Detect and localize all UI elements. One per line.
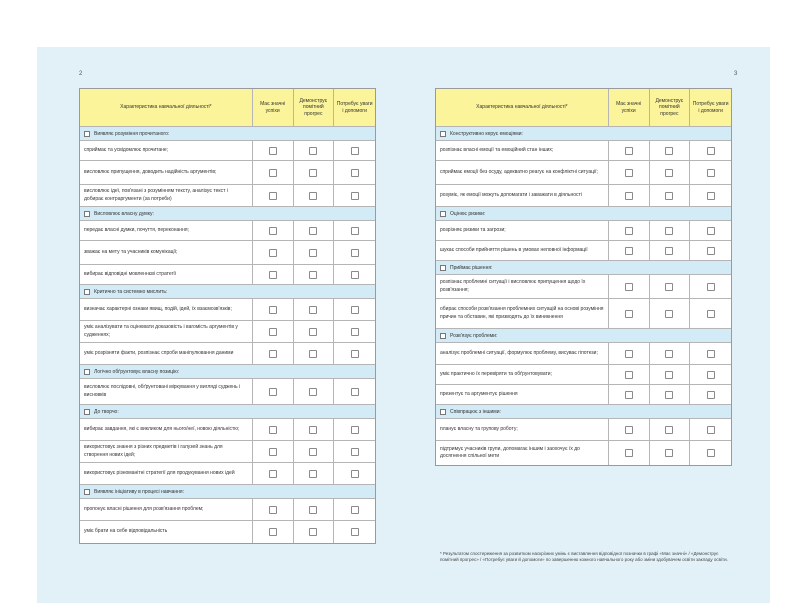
rating-cell [690, 441, 731, 465]
table-row [436, 299, 731, 329]
rating-checkbox[interactable] [665, 169, 673, 177]
criterion-text: розпізнає власні емоції та емоційний стан інших; [436, 141, 609, 160]
section-checkbox[interactable] [84, 409, 90, 415]
rating-checkbox[interactable] [269, 470, 277, 478]
criterion-text: розуміє, як емоції можуть допомагати і заважати в діяльності [436, 185, 609, 206]
rating-cell [609, 221, 650, 240]
criterion-text: зважає на мету та учасників комунікації; [80, 241, 253, 264]
rating-checkbox[interactable] [351, 388, 359, 396]
criterion-text: підтримує учасників групи, допомагає іншим і заохочує їх до досягнення спільної мети [436, 441, 609, 465]
section-title: Співпрацює з іншими: [450, 408, 501, 415]
rating-checkbox[interactable] [309, 388, 317, 396]
rating-checkbox[interactable] [665, 350, 673, 358]
rating-cell [334, 441, 375, 462]
rating-checkbox[interactable] [269, 249, 277, 257]
page-right [404, 47, 770, 603]
rating-cell [294, 343, 335, 364]
rating-checkbox[interactable] [351, 169, 359, 177]
rating-cell [609, 365, 650, 384]
rating-cell [253, 419, 294, 440]
table-row [80, 379, 375, 405]
rating-cell [609, 299, 650, 328]
rating-cell [294, 321, 335, 342]
section-checkbox[interactable] [440, 333, 446, 339]
rating-cell [334, 241, 375, 264]
rating-cell [650, 221, 691, 240]
rating-cell [609, 161, 650, 184]
section-header [436, 207, 731, 221]
rating-checkbox[interactable] [665, 310, 673, 318]
rating-checkbox[interactable] [665, 371, 673, 379]
rating-checkbox[interactable] [707, 227, 715, 235]
rating-cell [690, 161, 731, 184]
rating-checkbox[interactable] [309, 328, 317, 336]
criterion-text: уміє розрізняти факти, розпізнає спроби маніпулювання даними [80, 343, 253, 364]
table-row [80, 161, 375, 185]
rating-cell [609, 185, 650, 206]
rating-checkbox[interactable] [269, 306, 277, 314]
rating-checkbox[interactable] [625, 391, 633, 399]
assessment-table [435, 88, 732, 466]
rating-checkbox[interactable] [269, 147, 277, 155]
table-row [436, 275, 731, 299]
rating-cell [253, 441, 294, 462]
criterion-text: уміє брати на себе відповідальність [80, 521, 253, 543]
rating-checkbox[interactable] [309, 192, 317, 200]
rating-cell [334, 299, 375, 320]
rating-checkbox[interactable] [707, 350, 715, 358]
rating-cell [334, 321, 375, 342]
rating-cell [334, 499, 375, 520]
rating-checkbox[interactable] [707, 247, 715, 255]
rating-checkbox[interactable] [351, 506, 359, 514]
criterion-text: уміє практично їх перевіряти та обґрунтовувати; [436, 365, 609, 384]
rating-cell [690, 185, 731, 206]
rating-checkbox[interactable] [269, 388, 277, 396]
table-row [436, 241, 731, 261]
rating-cell [253, 379, 294, 404]
rating-cell [609, 385, 650, 404]
header-col3: Демонструє помітний прогрес [294, 89, 335, 126]
rating-cell [334, 265, 375, 284]
rating-checkbox[interactable] [269, 192, 277, 200]
header-col3: Демонструє помітний прогрес [650, 89, 691, 126]
rating-cell [334, 343, 375, 364]
section-title: Розв'язує проблеми: [450, 332, 498, 339]
rating-cell [650, 343, 691, 364]
section-title: Критично та системно мислить: [94, 288, 168, 295]
header-col4: Потребує уваги і допомоги [336, 101, 373, 114]
rating-checkbox[interactable] [707, 283, 715, 291]
table-header [80, 89, 375, 127]
rating-checkbox[interactable] [707, 310, 715, 318]
section-checkbox[interactable] [84, 369, 90, 375]
rating-cell [253, 161, 294, 184]
header-col2: Має значні успіхи [253, 89, 294, 126]
section-title: Виявляє ініціативу в процесі навчання: [94, 488, 184, 495]
rating-cell [650, 185, 691, 206]
criterion-text: вибирає відповідні мовленнєві стратегії [80, 265, 253, 284]
rating-cell [334, 185, 375, 206]
criterion-text: висловлює ідеї, пов'язані з розумінням тексту, аналізує текст і добирає контраргументи (за потреби) [80, 185, 253, 206]
criterion-text: розрізняє ризики та загрози; [436, 221, 609, 240]
rating-cell [294, 299, 335, 320]
rating-checkbox[interactable] [351, 306, 359, 314]
rating-checkbox[interactable] [665, 283, 673, 291]
criterion-text: використовує різноманітні стратегії для продукування нових ідей [80, 463, 253, 484]
criterion-text: визначає характерні ознаки явищ, подій, ідей, їх взаємозв'язків; [80, 299, 253, 320]
rating-cell [609, 275, 650, 298]
rating-cell [334, 419, 375, 440]
section-checkbox[interactable] [440, 409, 446, 415]
rating-cell [253, 299, 294, 320]
criterion-text: вибирає завдання, які є викликом для нього/неї, новою діяльністю; [80, 419, 253, 440]
rating-checkbox[interactable] [707, 449, 715, 457]
document-spread [37, 47, 770, 603]
rating-cell [334, 141, 375, 160]
criterion-text: сприймає та усвідомлює прочитане; [80, 141, 253, 160]
section-title: Логічно обґрунтовує власну позицію: [94, 368, 180, 375]
rating-checkbox[interactable] [269, 227, 277, 235]
rating-cell [609, 419, 650, 440]
rating-checkbox[interactable] [625, 147, 633, 155]
rating-checkbox[interactable] [625, 449, 633, 457]
rating-checkbox[interactable] [707, 426, 715, 434]
table-row [436, 161, 731, 185]
section-header [80, 285, 375, 299]
section-header [80, 485, 375, 499]
rating-cell [334, 379, 375, 404]
rating-checkbox[interactable] [625, 169, 633, 177]
rating-checkbox[interactable] [309, 227, 317, 235]
table-row [436, 141, 731, 161]
rating-checkbox[interactable] [625, 227, 633, 235]
rating-checkbox[interactable] [351, 350, 359, 358]
criterion-text: обирає способи розв'язання проблемних ситуацій на основі розуміння причин та обставин, які призводять до їх виникнення [436, 299, 609, 328]
rating-cell [253, 221, 294, 240]
rating-checkbox[interactable] [269, 506, 277, 514]
rating-checkbox[interactable] [309, 271, 317, 279]
rating-checkbox[interactable] [269, 328, 277, 336]
criterion-text: передає власні думки, почуття, переконання; [80, 221, 253, 240]
rating-checkbox[interactable] [269, 528, 277, 536]
header-col4: Потребує уваги і допомоги [692, 101, 729, 114]
table-row [80, 141, 375, 161]
rating-cell [650, 299, 691, 328]
table-row [80, 241, 375, 265]
table-row [80, 321, 375, 343]
rating-cell [609, 343, 650, 364]
rating-cell [294, 185, 335, 206]
rating-checkbox[interactable] [665, 449, 673, 457]
rating-checkbox[interactable] [665, 247, 673, 255]
rating-checkbox[interactable] [309, 249, 317, 257]
rating-checkbox[interactable] [351, 192, 359, 200]
section-checkbox[interactable] [84, 211, 90, 217]
table-row [436, 221, 731, 241]
section-checkbox[interactable] [84, 289, 90, 295]
rating-checkbox[interactable] [351, 328, 359, 336]
rating-checkbox[interactable] [309, 350, 317, 358]
table-row [80, 521, 375, 543]
criterion-text: висловлює припущення, доводить надійність аргументів; [80, 161, 253, 184]
rating-checkbox[interactable] [351, 448, 359, 456]
section-header [80, 207, 375, 221]
rating-checkbox[interactable] [625, 247, 633, 255]
rating-cell [650, 441, 691, 465]
rating-cell [650, 161, 691, 184]
header-col1: Характеристика навчальної діяльності* [80, 89, 253, 126]
rating-checkbox[interactable] [309, 147, 317, 155]
rating-checkbox[interactable] [665, 192, 673, 200]
criterion-text: розпізнає проблемні ситуації і висловлює припущення щодо їх розв'язання; [436, 275, 609, 298]
table-row [80, 499, 375, 521]
criterion-text: уміє аналізувати та оцінювати доказовість і вагомість аргументів у судженнях; [80, 321, 253, 342]
table-row [80, 299, 375, 321]
section-checkbox[interactable] [440, 131, 446, 137]
rating-checkbox[interactable] [309, 448, 317, 456]
rating-cell [334, 463, 375, 484]
table-row [80, 441, 375, 463]
rating-checkbox[interactable] [269, 271, 277, 279]
criterion-text: шукає способи прийняття рішень в умовах неповної інформації [436, 241, 609, 260]
rating-cell [294, 221, 335, 240]
table-row [436, 419, 731, 441]
rating-checkbox[interactable] [269, 426, 277, 434]
rating-cell [609, 441, 650, 465]
rating-cell [690, 343, 731, 364]
table-row [436, 365, 731, 385]
section-header [80, 127, 375, 141]
rating-checkbox[interactable] [707, 192, 715, 200]
rating-checkbox[interactable] [309, 528, 317, 536]
rating-cell [650, 241, 691, 260]
rating-checkbox[interactable] [309, 169, 317, 177]
table-row [436, 185, 731, 207]
rating-cell [690, 299, 731, 328]
rating-checkbox[interactable] [309, 506, 317, 514]
rating-cell [294, 161, 335, 184]
rating-cell [690, 141, 731, 160]
section-checkbox[interactable] [440, 265, 446, 271]
table-row [80, 265, 375, 285]
rating-checkbox[interactable] [707, 147, 715, 155]
rating-checkbox[interactable] [309, 426, 317, 434]
section-header [436, 405, 731, 419]
header-col1: Характеристика навчальної діяльності* [436, 89, 609, 126]
rating-cell [294, 441, 335, 462]
rating-cell [253, 499, 294, 520]
section-header [436, 127, 731, 141]
section-title: Приймає рішення: [450, 264, 493, 271]
rating-checkbox[interactable] [625, 371, 633, 379]
rating-checkbox[interactable] [351, 528, 359, 536]
criterion-text: планує власну та групову роботу; [436, 419, 609, 440]
section-title: Виявляє розуміння прочитаного: [94, 130, 170, 137]
rating-cell [334, 521, 375, 543]
section-checkbox[interactable] [84, 131, 90, 137]
rating-checkbox[interactable] [625, 310, 633, 318]
table-header [436, 89, 731, 127]
rating-checkbox[interactable] [269, 448, 277, 456]
page-number: 2 [79, 71, 83, 77]
rating-checkbox[interactable] [625, 283, 633, 291]
rating-checkbox[interactable] [269, 169, 277, 177]
table-row [436, 385, 731, 405]
table-row [80, 419, 375, 441]
page-number: 3 [734, 71, 738, 77]
rating-cell [294, 521, 335, 543]
rating-cell [253, 463, 294, 484]
rating-checkbox[interactable] [309, 306, 317, 314]
rating-checkbox[interactable] [351, 470, 359, 478]
rating-checkbox[interactable] [707, 371, 715, 379]
table-row [436, 441, 731, 465]
rating-cell [650, 385, 691, 404]
rating-cell [334, 221, 375, 240]
rating-checkbox[interactable] [351, 227, 359, 235]
rating-cell [294, 379, 335, 404]
section-header [80, 405, 375, 419]
section-checkbox[interactable] [84, 489, 90, 495]
section-checkbox[interactable] [440, 211, 446, 217]
rating-cell [334, 161, 375, 184]
rating-cell [294, 241, 335, 264]
rating-checkbox[interactable] [665, 147, 673, 155]
rating-checkbox[interactable] [707, 391, 715, 399]
rating-checkbox[interactable] [351, 426, 359, 434]
rating-checkbox[interactable] [351, 271, 359, 279]
rating-checkbox[interactable] [269, 350, 277, 358]
page-left [37, 47, 403, 603]
criterion-text: пропонує власні рішення для розв'язання проблем; [80, 499, 253, 520]
rating-checkbox[interactable] [309, 470, 317, 478]
rating-checkbox[interactable] [625, 350, 633, 358]
rating-cell [690, 365, 731, 384]
footnote: * Результатом спостереження за розвитком наскрізних умінь є виставлення відповідної позначки в графі «Має значні» / «Демонструє помітний прогрес» / «Потребує уваги й допомоги» по завершенню кожного навчального року або зміни здобувачем освіти закладу освіти. [440, 551, 728, 563]
table-row [436, 343, 731, 365]
rating-checkbox[interactable] [625, 192, 633, 200]
rating-cell [650, 365, 691, 384]
criterion-text: сприймає емоції без осуду, адекватно реагує на конфліктні ситуації; [436, 161, 609, 184]
rating-cell [253, 521, 294, 543]
section-title: Оцінює ризики: [450, 210, 486, 217]
criterion-text: аналізує проблемні ситуації, формулює проблему, висуває гіпотези; [436, 343, 609, 364]
criterion-text: висловлює послідовні, обґрунтовані міркування у вигляді суджень і висновків [80, 379, 253, 404]
rating-cell [690, 385, 731, 404]
rating-cell [609, 241, 650, 260]
rating-cell [294, 499, 335, 520]
rating-cell [253, 321, 294, 342]
rating-checkbox[interactable] [707, 169, 715, 177]
rating-cell [690, 419, 731, 440]
table-row [80, 221, 375, 241]
rating-cell [690, 241, 731, 260]
section-title: До творчо: [94, 408, 119, 415]
criterion-text: презентує та аргументує рішення [436, 385, 609, 404]
rating-checkbox[interactable] [665, 426, 673, 434]
rating-cell [650, 275, 691, 298]
section-title: Конструктивно керує емоціями: [450, 130, 523, 137]
table-row [80, 185, 375, 207]
rating-checkbox[interactable] [351, 147, 359, 155]
rating-cell [294, 141, 335, 160]
section-title: Висловлює власну думку: [94, 210, 154, 217]
criterion-text: використовує знання з різних предметів і галузей знань для створення нових ідей; [80, 441, 253, 462]
rating-cell [294, 419, 335, 440]
rating-cell [253, 265, 294, 284]
rating-cell [294, 265, 335, 284]
header-col2: Має значні успіхи [609, 89, 650, 126]
rating-checkbox[interactable] [665, 391, 673, 399]
table-row [80, 343, 375, 365]
table-row [80, 463, 375, 485]
section-header [436, 329, 731, 343]
rating-cell [609, 141, 650, 160]
rating-cell [690, 221, 731, 240]
rating-cell [690, 275, 731, 298]
section-header [436, 261, 731, 275]
rating-cell [253, 185, 294, 206]
rating-cell [253, 241, 294, 264]
rating-cell [253, 141, 294, 160]
rating-checkbox[interactable] [625, 426, 633, 434]
rating-cell [650, 419, 691, 440]
rating-checkbox[interactable] [351, 249, 359, 257]
rating-cell [650, 141, 691, 160]
rating-cell [253, 343, 294, 364]
section-header [80, 365, 375, 379]
assessment-table [79, 88, 376, 544]
rating-cell [294, 463, 335, 484]
rating-checkbox[interactable] [665, 227, 673, 235]
